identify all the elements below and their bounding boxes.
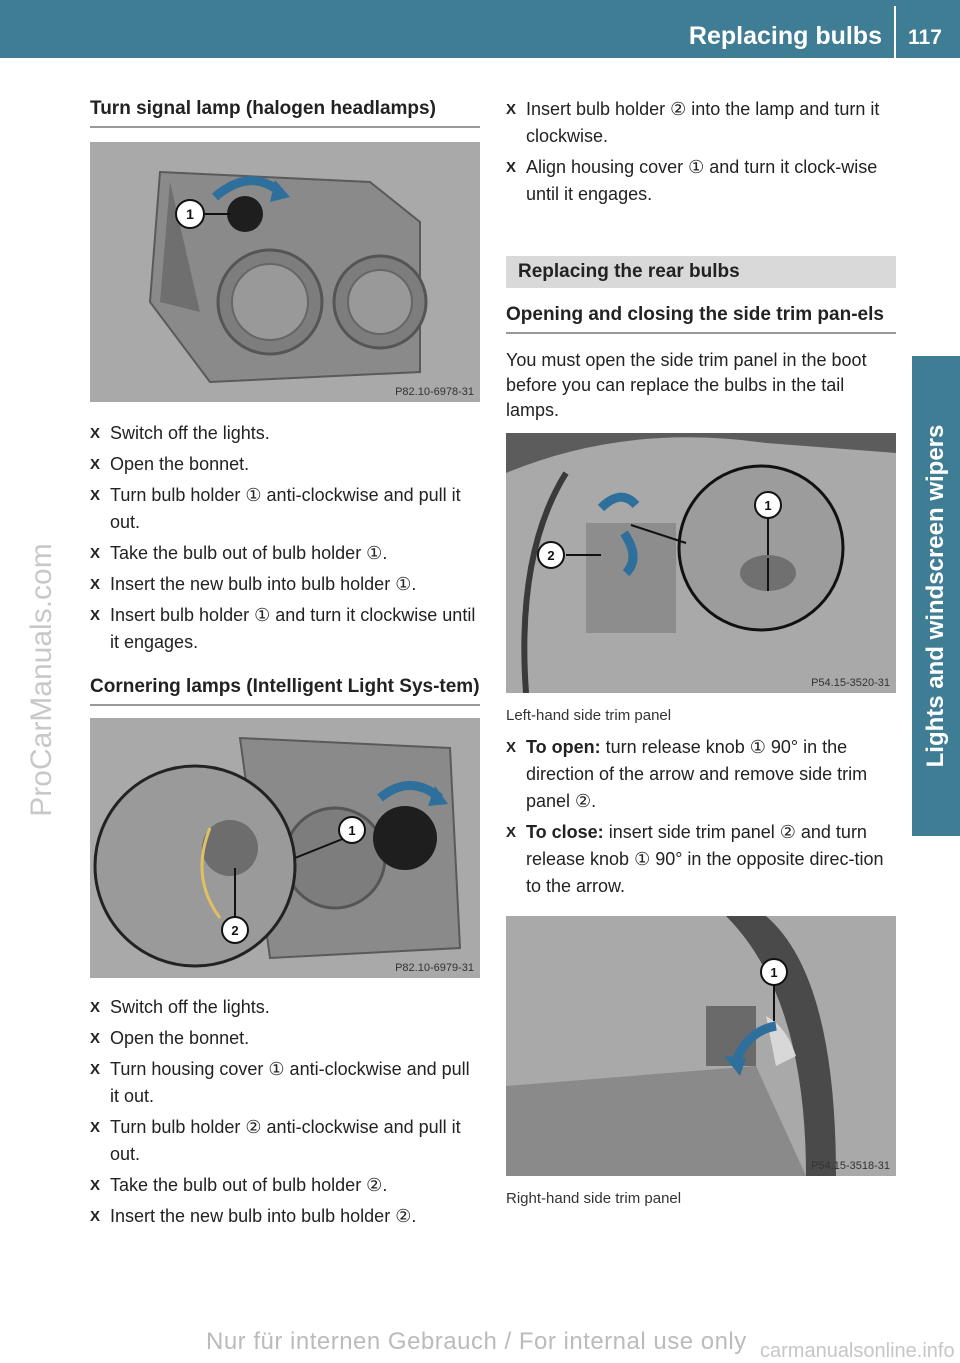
cornering-heading: Cornering lamps (Intelligent Light Sys-tem) [90,674,480,706]
section-title-rear-bulbs: Replacing the rear bulbs [506,256,896,288]
list-item [506,734,896,815]
cornering-lamp-illustration [90,718,480,978]
svg-text:1: 1 [186,206,194,222]
figure-code: P82.10-6979-31 [395,962,474,974]
figure-code: P82.10-6978-31 [395,386,474,398]
page-number: 117 [908,26,942,49]
figure-code: P54.15-3520-31 [811,677,890,689]
svg-text:2: 2 [547,548,555,563]
list-item: X Insert the new bulb into bulb holder ①. [90,571,480,598]
trim-panel-intro: You must open the side trim panel in the boot before you can replace the bulbs in the tail lamps. [506,350,867,420]
turn-signal-heading: Turn signal lamp (halogen headlamps) [90,96,480,128]
page-title: Replacing bulbs [688,22,882,50]
list-item: X Insert the new bulb into bulb holder ②. [90,1203,480,1230]
left-column [90,96,480,1234]
list-item: X Open the bonnet. [90,451,480,478]
figure-code: P54.15-3518-31 [811,1160,890,1172]
list-item: X Align housing cover ① and turn it clock-wise until it engages. [506,154,896,208]
left-trim-panel-illustration [506,433,896,693]
chapter-tab-label: Lights and windscreen wipers [922,424,949,768]
svg-text:1: 1 [770,965,778,980]
list-item: X Switch off the lights. [90,420,480,447]
caption-left-trim: Left-hand side trim panel [506,707,672,724]
list-item: X Take the bulb out of bulb holder ①. [90,540,480,567]
trim-panel-heading: Opening and closing the side trim pan-els [506,302,896,334]
list-item: X Insert bulb holder ① and turn it clockwise until it engages. [90,602,480,656]
step-label: To open: [526,737,601,757]
site-watermark: carmanualsonline.info [760,1340,955,1362]
svg-text:2: 2 [231,923,239,938]
internal-use-watermark: Nur für internen Gebrauch / For internal use only [206,1328,747,1355]
list-item: X Switch off the lights. [90,994,480,1021]
right-trim-panel-illustration [506,916,896,1176]
continued-steps [506,96,896,208]
list-item: X Take the bulb out of bulb holder ②. [90,1172,480,1199]
step-text: turn release knob ① 90° in the direction of the arrow and remove side trim panel ②. [526,737,868,811]
cornering-figure [90,718,480,978]
step-label: To close: [526,822,604,842]
caption-right-trim: Right-hand side trim panel [506,1190,682,1207]
list-item: X Turn bulb holder ① anti-clockwise and pull it out. [90,482,480,536]
trim-panel-steps [506,734,896,900]
list-item [506,819,896,900]
list-item: X Insert bulb holder ② into the lamp and turn it clockwise. [506,96,896,150]
turn-signal-steps [90,420,480,656]
svg-text:1: 1 [348,823,356,838]
header-separator [894,6,896,58]
svg-text:1: 1 [764,498,772,513]
cornering-steps [90,994,480,1230]
list-item: X Turn bulb holder ② anti-clockwise and pull it out. [90,1114,480,1168]
left-trim-figure [506,433,896,693]
step-text: insert side trim panel ② and turn release knob ① 90° in the opposite direc-tion to the arrow. [526,822,884,896]
list-item: X Open the bonnet. [90,1025,480,1052]
right-column [506,96,896,1207]
right-trim-figure [506,916,896,1176]
list-item: X Turn housing cover ① anti-clockwise and pull it out. [90,1056,480,1110]
headlamp-illustration [90,142,480,402]
turn-signal-figure [90,142,480,402]
watermark-left: ProCarManuals.com [25,543,58,817]
